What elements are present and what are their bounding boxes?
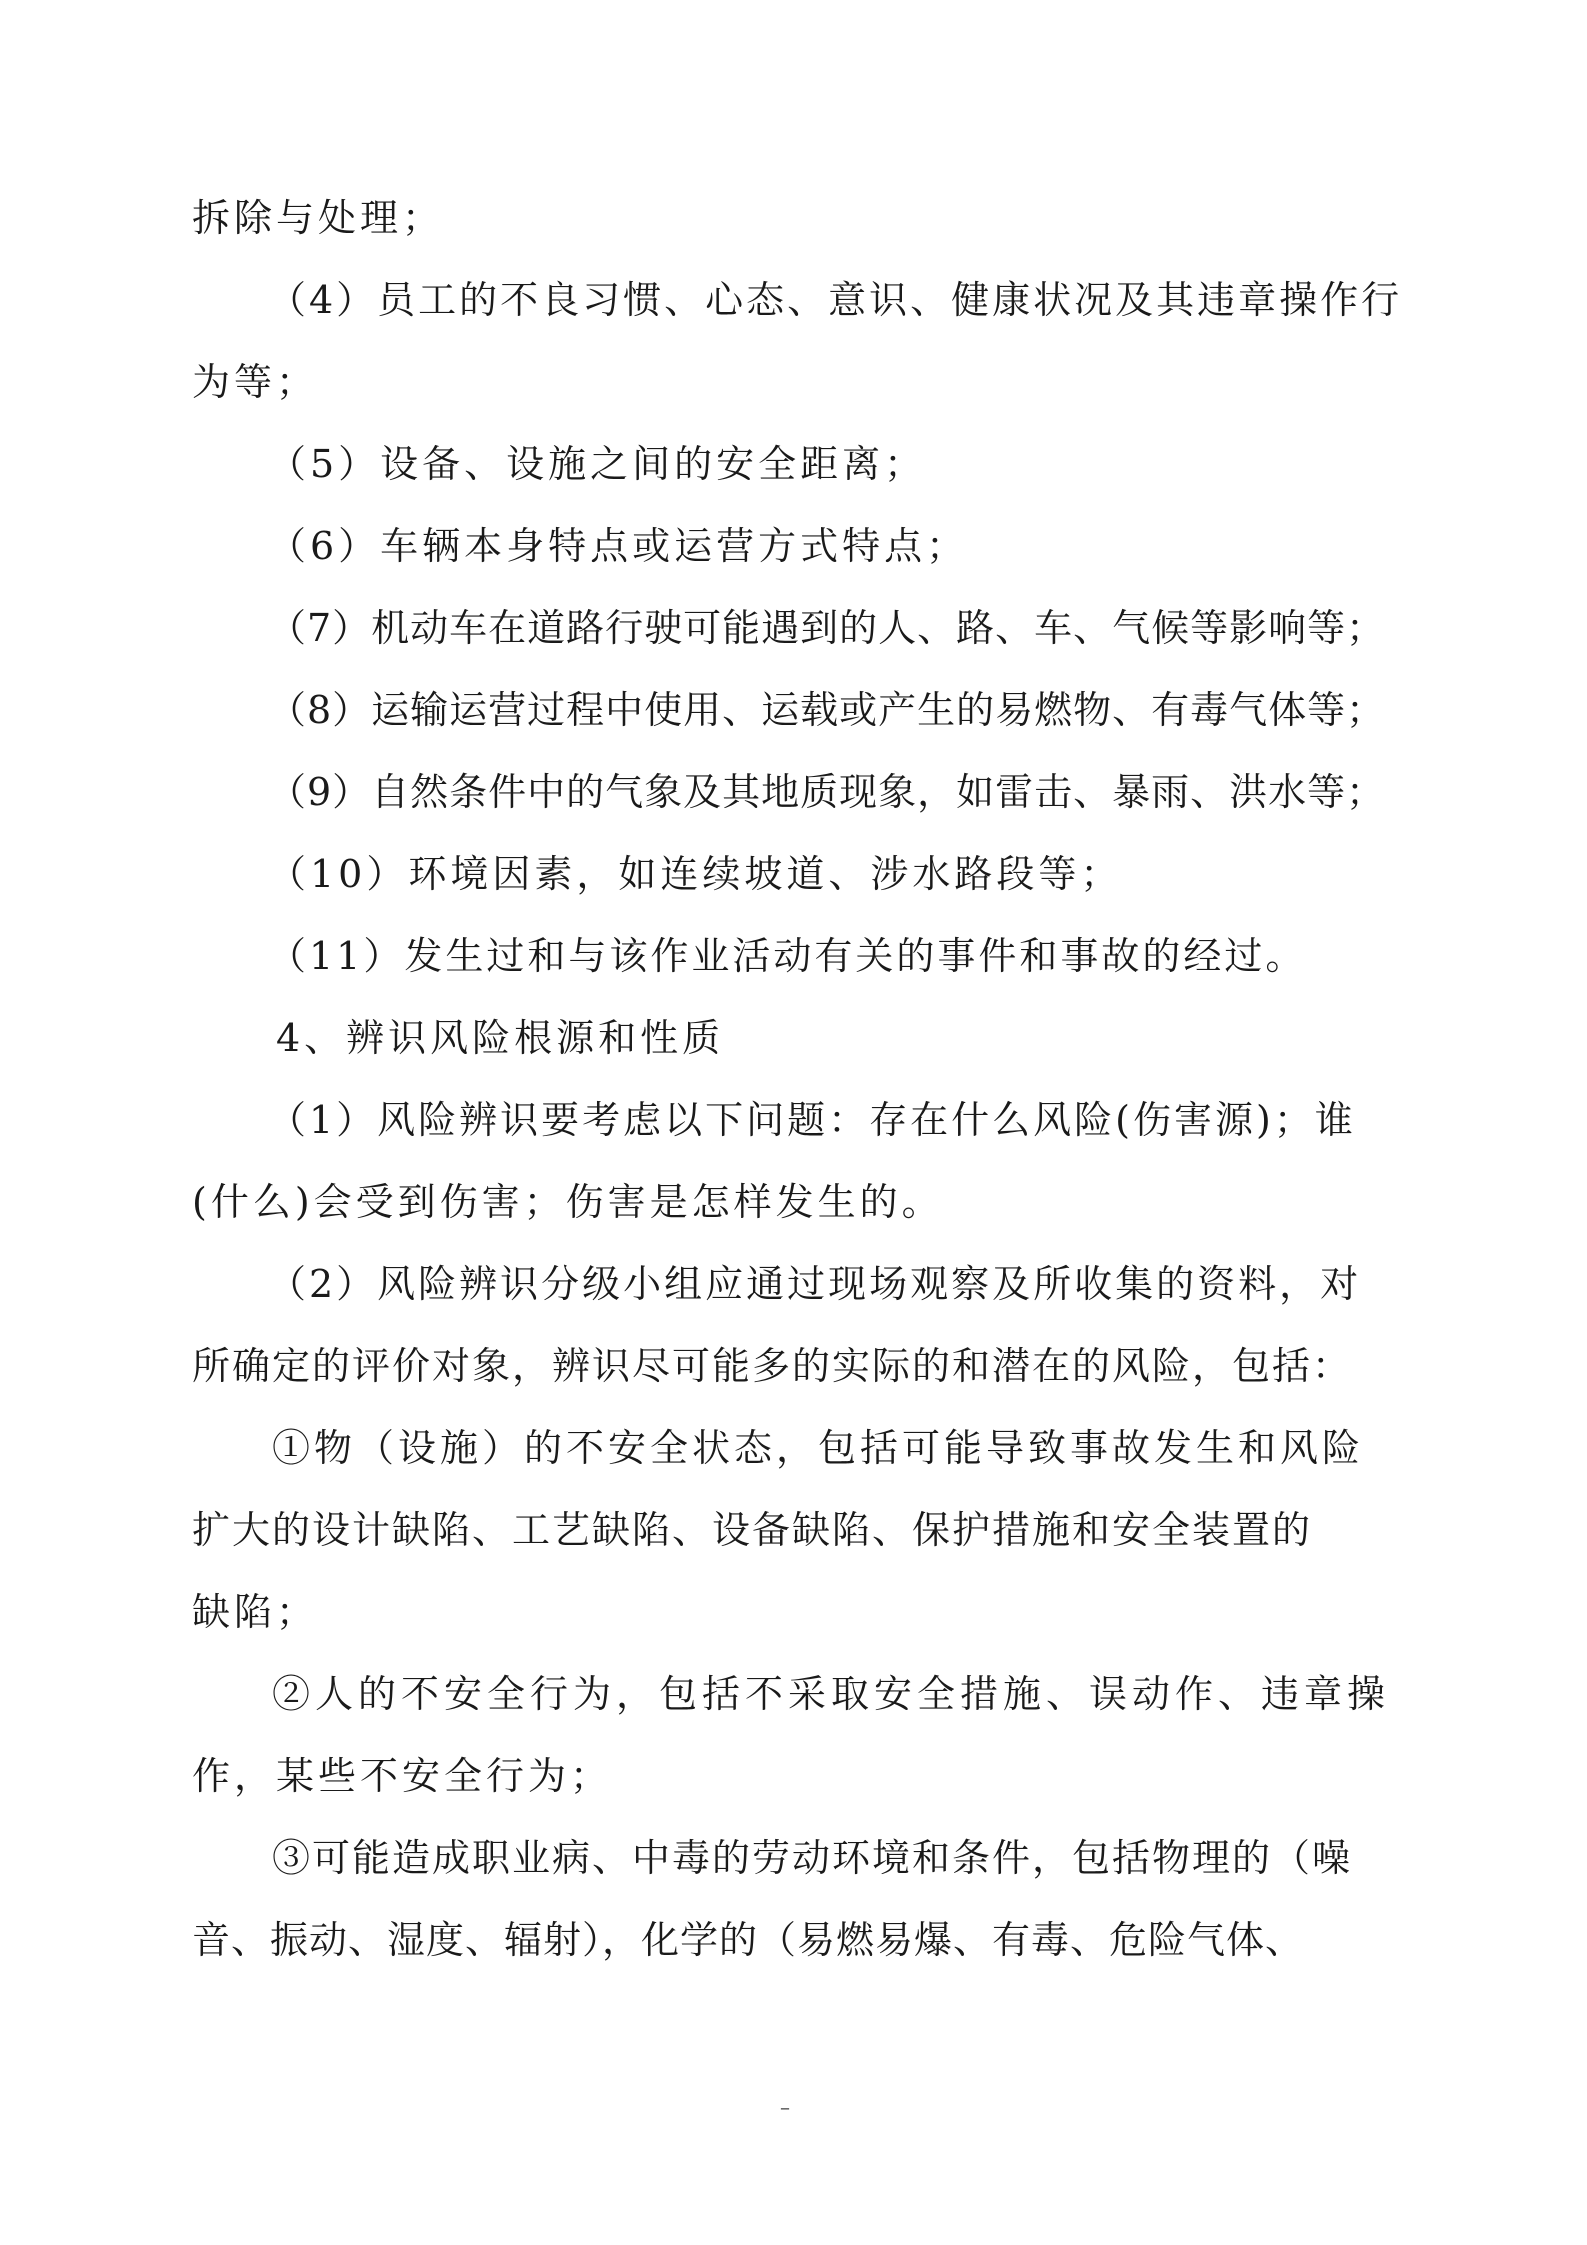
text-line: （9）自然条件中的气象及其地质现象，如雷击、暴雨、洪水等； [268, 770, 1386, 814]
text-line: ②人的不安全行为，包括不采取安全措施、误动作、违章操 [272, 1672, 1391, 1716]
text-line: 扩大的设计缺陷、工艺缺陷、设备缺陷、保护措施和安全装置的 [192, 1508, 1313, 1552]
text-line: （2）风险辨识分级小组应通过现场观察及所收集的资料，对 [268, 1262, 1362, 1306]
text-line: 所确定的评价对象，辨识尽可能多的实际的和潜在的风险，包括： [192, 1344, 1353, 1388]
text-line: 音、振动、湿度、辐射），化学的（易燃易爆、有毒、危险气体、 [192, 1918, 1305, 1962]
text-line: ③可能造成职业病、中毒的劳动环境和条件，包括物理的（噪 [272, 1836, 1353, 1880]
text-line: （5）设备、设施之间的安全距离； [268, 442, 927, 486]
page-footer: – [780, 2095, 790, 2119]
text-line: （11）发生过和与该作业活动有关的事件和事故的经过。 [268, 934, 1307, 978]
text-line: (什么)会受到伤害；伤害是怎样发生的。 [192, 1180, 944, 1224]
text-line: （4）员工的不良习惯、心态、意识、健康状况及其违章操作行 [268, 278, 1403, 322]
text-line: 缺陷； [192, 1590, 319, 1634]
text-line: （6）车辆本身特点或运营方式特点； [268, 524, 969, 568]
text-line: （1）风险辨识要考虑以下问题：存在什么风险(伤害源)；谁 [268, 1098, 1356, 1142]
text-line: （7）机动车在道路行驶可能遇到的人、路、车、气候等影响等； [268, 606, 1386, 650]
text-line: （10）环境因素，如连续坡道、涉水路段等； [268, 852, 1123, 896]
text-line: 为等； [192, 360, 319, 404]
section-heading: 4、辨识风险根源和性质 [276, 1016, 725, 1060]
text-line: 作，某些不安全行为； [192, 1754, 613, 1798]
text-line: （8）运输运营过程中使用、运载或产生的易燃物、有毒气体等； [268, 688, 1386, 732]
text-line: ①物（设施）的不安全状态，包括可能导致事故发生和风险 [272, 1426, 1365, 1470]
text-line: 拆除与处理； [192, 196, 445, 240]
